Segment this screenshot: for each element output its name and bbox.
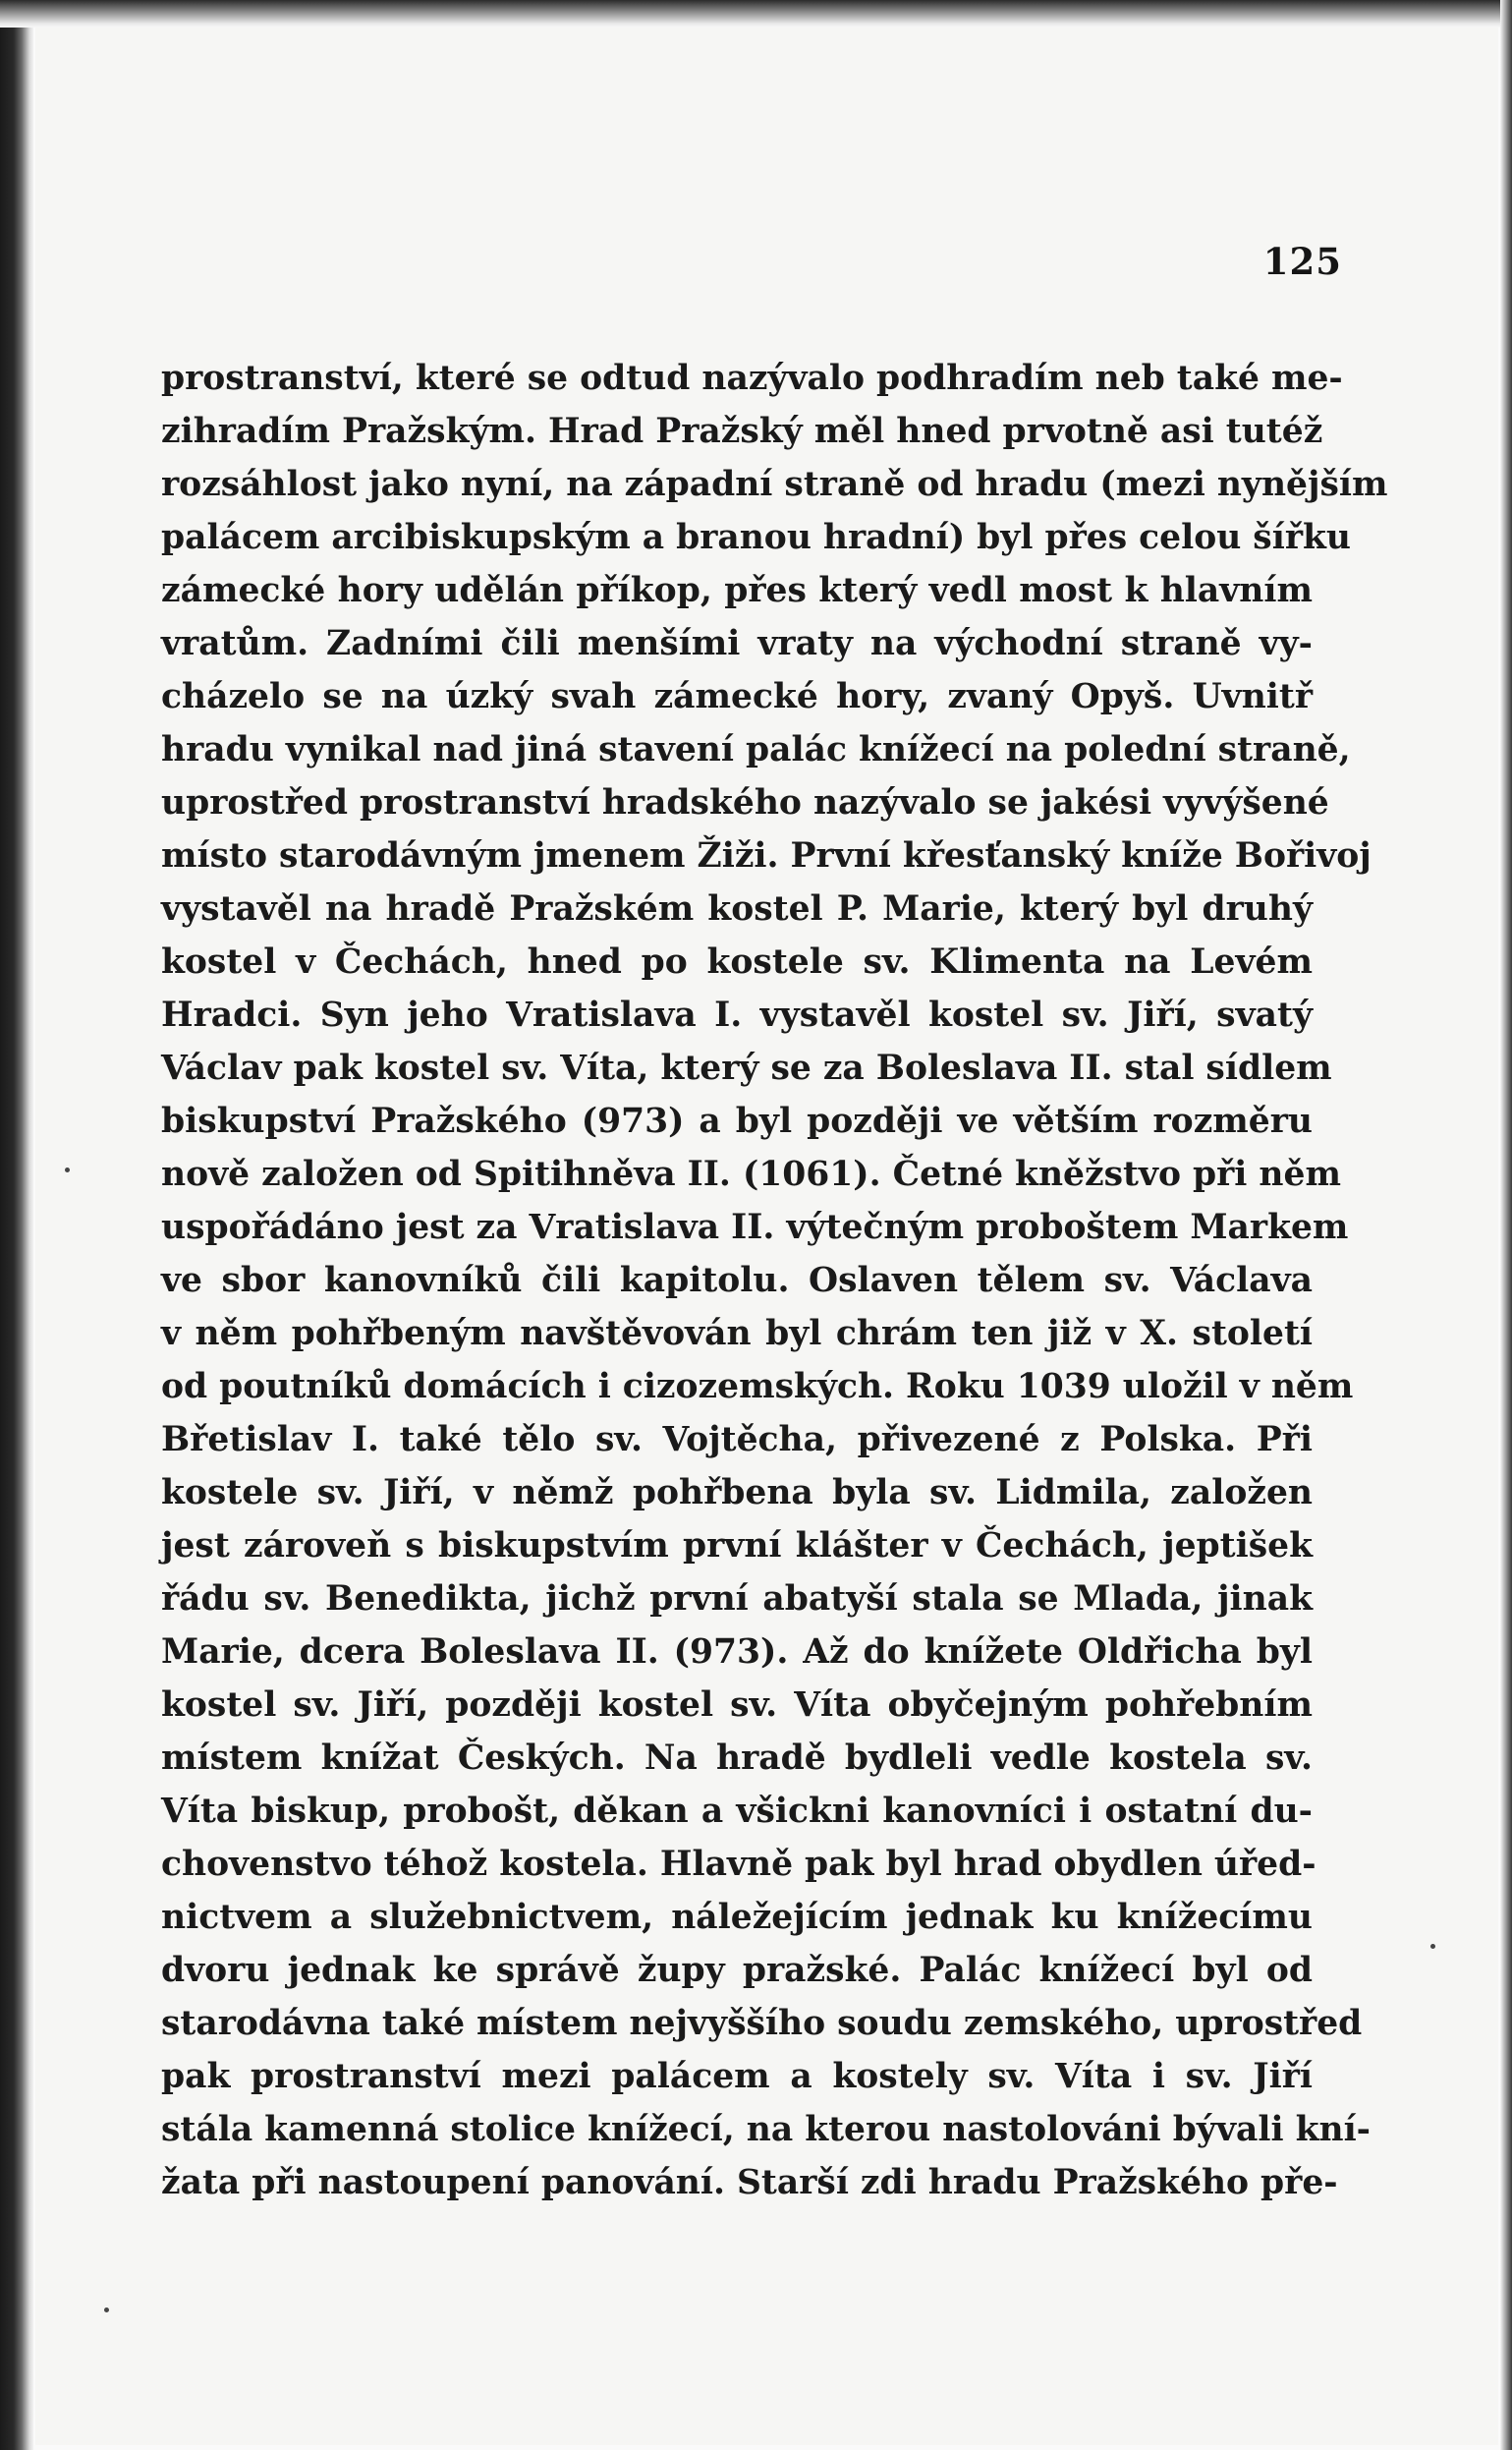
page-right-edge [1500,0,1512,2450]
text-line: Břetislav I. také tělo sv. Vojtěcha, přivezené z Polska. Při [161,1420,1313,1459]
text-line: hradu vynikal nad jiná stavení palác knížecí na polední straně, [161,730,1351,769]
body-text [161,352,1388,2209]
text-line: stála kamenná stolice knížecí, na kterou nastolováni bývali kní- [161,2110,1371,2149]
book-page [35,28,1498,2445]
text-line: rozsáhlost jako nyní, na západní straně od hradu (mezi nynějším [161,465,1388,504]
text-line: žata při nastoupení panování. Starší zdi hradu Pražského pře- [161,2163,1338,2202]
paper-speck [104,2308,109,2312]
text-line: Marie, dcera Boleslava II. (973). Až do knížete Oldřicha byl [161,1632,1313,1672]
text-line: pak prostranství mezi palácem a kostely sv. Víta i sv. Jiří [161,2057,1313,2096]
text-line: biskupství Pražského (973) a byl později ve větším rozměru [161,1102,1313,1141]
text-line: dvoru jednak ke správě župy pražské. Palác knížecí byl od [161,1951,1313,1990]
text-line: ve sbor kanovníků čili kapitolu. Oslaven tělem sv. Václava [161,1261,1313,1300]
text-line: vystavěl na hradě Pražském kostel P. Marie, který byl druhý [161,889,1313,929]
text-line: vratům. Zadními čili menšími vraty na východní straně vy- [161,624,1313,663]
text-line: nově založen od Spitihněva II. (1061). Četné kněžstvo při něm [161,1155,1341,1194]
text-line: Hradci. Syn jeho Vratislava I. vystavěl kostel sv. Jiří, svatý [161,996,1313,1035]
text-line: kostel v Čechách, hned po kostele sv. Klimenta na Levém [161,942,1313,982]
page-number: 125 [1262,240,1342,283]
text-line: cházelo se na úzký svah zámecké hory, zvaný Opyš. Uvnitř [161,677,1313,716]
text-line: starodávna také místem nejvyššího soudu zemského, uprostřed [161,2004,1363,2043]
text-line: chovenstvo téhož kostela. Hlavně pak byl hrad obydlen úřed- [161,1845,1316,1884]
text-line: uspořádáno jest za Vratislava II. výtečným proboštem Markem [161,1208,1349,1247]
text-line: prostranství, které se odtud nazývalo podhradím neb také me- [161,359,1343,398]
text-line: kostele sv. Jiří, v němž pohřbena byla sv. Lidmila, založen [161,1473,1313,1512]
page-top-edge [0,0,1512,28]
text-line: kostel sv. Jiří, později kostel sv. Víta obyčejným pohřebním [161,1685,1313,1725]
text-line: v něm pohřbeným navštěvován byl chrám ten již v X. století [161,1314,1313,1353]
text-line: palácem arcibiskupským a branou hradní) byl přes celou šířku [161,518,1352,557]
text-line: místem knížat Českých. Na hradě bydleli vedle kostela sv. [161,1738,1313,1778]
paper-speck [65,1168,70,1172]
text-line: zámecké hory udělán příkop, přes který vedl most k hlavním [161,571,1313,610]
text-line: řádu sv. Benedikta, jichž první abatyší stala se Mlada, jinak [161,1579,1313,1619]
text-line: od poutníků domácích i cizozemských. Roku 1039 uložil v něm [161,1367,1354,1406]
text-line: jest zároveň s biskupstvím první klášter v Čechách, jeptišek [161,1526,1313,1566]
text-line: zihradím Pražským. Hrad Pražský měl hned prvotně asi tutéž [161,412,1323,451]
text-line: uprostřed prostranství hradského nazývalo se jakési vyvýšené [161,783,1329,823]
text-line: Víta biskup, probošt, děkan a všickni kanovníci i ostatní du- [161,1792,1313,1831]
text-line: místo starodávným jmenem Žiži. První křesťanský kníže Bořivoj [161,836,1372,876]
text-line: nictvem a služebnictvem, náležejícím jednak ku knížecímu [161,1898,1313,1937]
page-left-edge [0,0,33,2450]
paper-speck [1430,1944,1435,1949]
text-line: Václav pak kostel sv. Víta, který se za Boleslava II. stal sídlem [161,1049,1332,1088]
